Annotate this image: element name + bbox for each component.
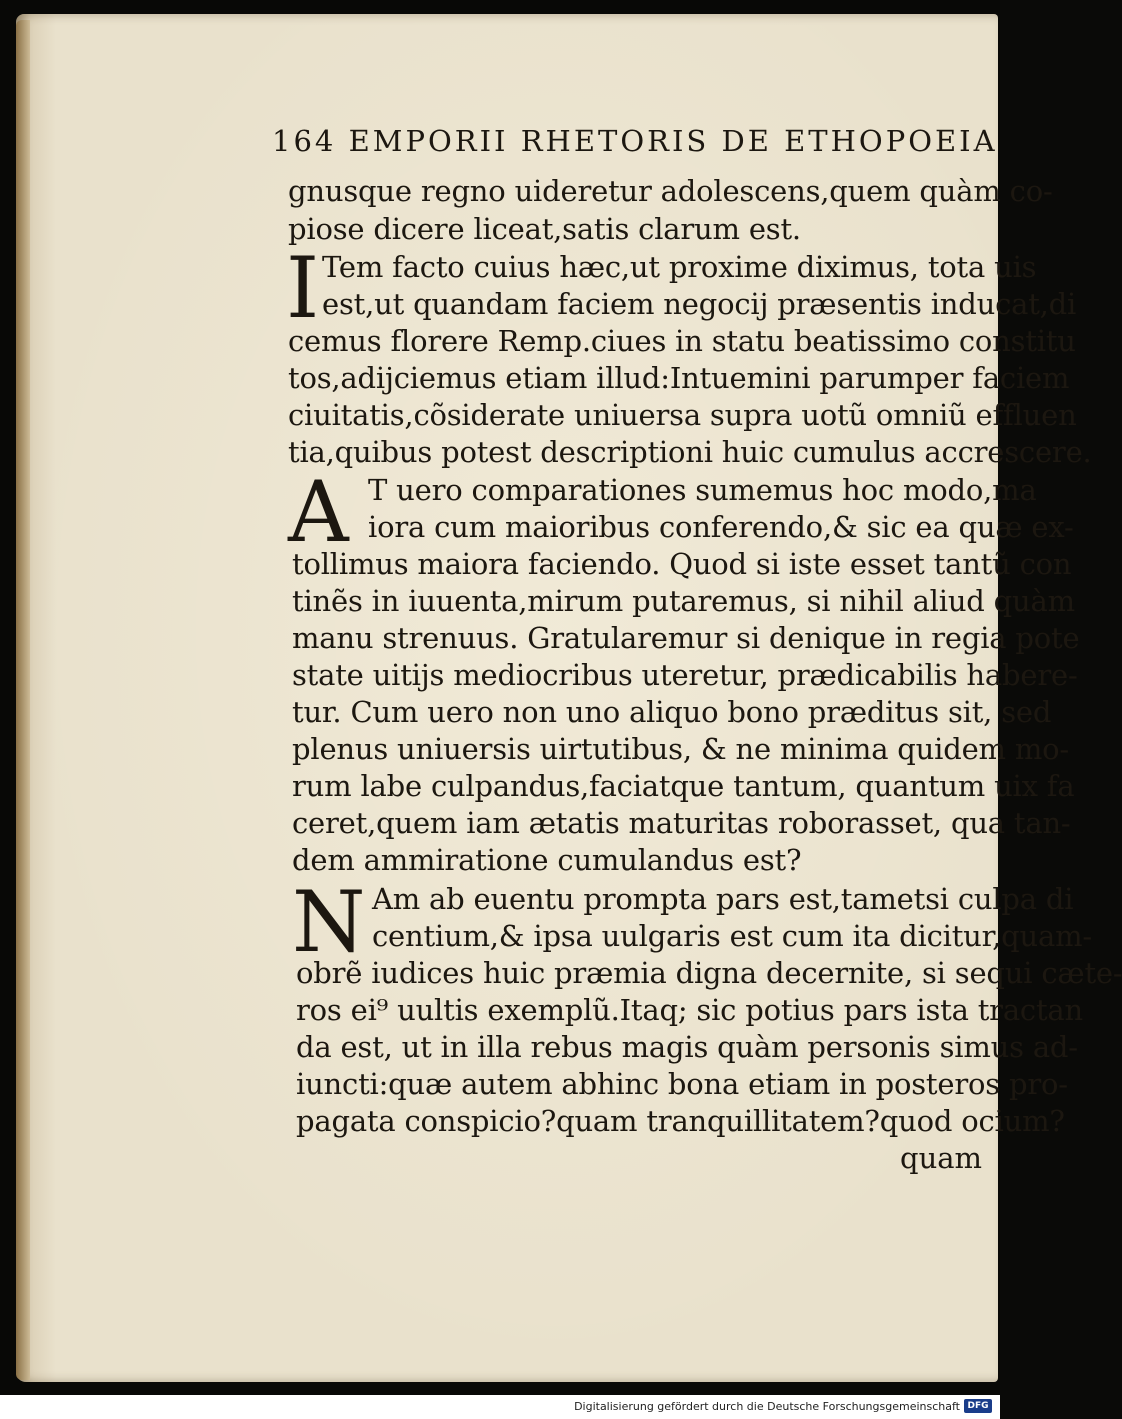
text-line: manu strenuus. Gratularemur si denique in regia pote	[292, 621, 1080, 655]
page-number: 164	[272, 124, 337, 158]
text-line: tinẽs in iuuenta,mirum putaremus, si nihil aliud quàm	[292, 584, 1075, 618]
text-line: piose dicere liceat,satis clarum est.	[288, 212, 801, 246]
footer-credit: Digitalisierung gefördert durch die Deutsche Forschungsgemeinschaft	[574, 1400, 960, 1413]
text-line: ros ei⁹ uultis exemplũ.Itaq; sic potius pars ista tractan	[296, 993, 1083, 1027]
running-title: EMPORII RHETORIS DE ETHOPOEIA	[348, 124, 998, 158]
text-line: iuncti:quæ autem abhinc bona etiam in posteros pro-	[296, 1067, 1068, 1101]
initial-letter: A	[288, 463, 349, 561]
text-line: Am ab euentu prompta pars est,tametsi culpa di	[372, 882, 1074, 916]
text-line: dem ammiratione cumulandus est?	[292, 843, 802, 877]
running-header	[272, 124, 998, 158]
text-line: rum labe culpandus,faciatque tantum, quantum uix fa	[292, 769, 1075, 803]
text-line: ceret,quem iam ætatis maturitas roborasset, qua tan-	[292, 806, 1071, 840]
text-line: da est, ut in illa rebus magis quàm personis simus ad-	[296, 1030, 1078, 1064]
text-line: iora cum maioribus conferendo,& sic ea quæ ex-	[368, 510, 1074, 544]
text-line: state uitijs mediocribus uteretur, prædicabilis habere-	[292, 658, 1078, 692]
text-line: cemus florere Remp.ciues in statu beatissimo constitu	[288, 324, 1076, 358]
text-line: ciuitatis,cõsiderate uniuersa supra uotũ omniũ effluen	[288, 398, 1077, 432]
text-line: tia,quibus potest descriptioni huic cumulus accrescere.	[288, 435, 1092, 469]
text-line: tur. Cum uero non uno aliquo bono præditus sit, sed	[292, 695, 1052, 729]
text-line: centium,& ipsa uulgaris est cum ita dicitur,quam-	[372, 919, 1092, 953]
text-line: plenus uniuersis uirtutibus, & ne minima quidem mo-	[292, 732, 1070, 766]
text-line: gnusque regno uideretur adolescens,quem quàm co-	[288, 174, 1053, 208]
initial-letter: I	[286, 239, 320, 337]
text-line: tollimus maiora faciendo. Quod si iste esset tantũ con	[292, 547, 1072, 581]
text-line: T uero comparationes sumemus hoc modo,ma	[368, 473, 1037, 507]
text-line: Tem facto cuius hæc,ut proxime diximus, tota uis	[322, 250, 1037, 284]
text-line: pagata conspicio?quam tranquillitatem?quod ocium?	[296, 1104, 1065, 1138]
initial-letter: N	[292, 873, 366, 971]
catchword: quam	[900, 1141, 983, 1175]
text-line: est,ut quandam faciem negocij præsentis inducat,di	[322, 287, 1077, 321]
dfg-logo: DFG	[964, 1399, 992, 1413]
text-line: tos,adijciemus etiam illud:Intuemini parumper faciem	[288, 361, 1070, 395]
text-line: obrẽ iudices huic præmia digna decernite, si sequi cæte-	[296, 956, 1122, 990]
